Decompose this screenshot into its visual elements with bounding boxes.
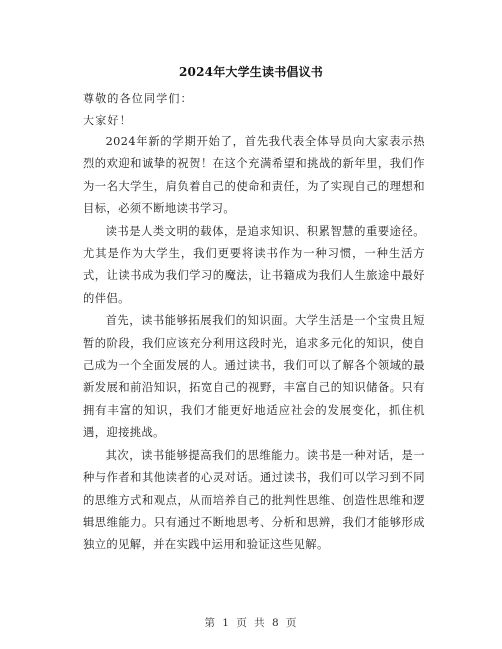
document-title: 2024年大学生读书倡议书 [179,65,323,79]
body-text [83,131,425,557]
page-number-footer: 第 1 页 共 8 页 [204,617,298,629]
paragraph: 首先，读书能够拓展我们的知识面。大学生活是一个宝贵且短暂的阶段，我们应该充分利用这段时光，追求多元化的知识，使自己成为一个全面发展的人。通过读书，我们可以了解各个领域的最新发展和前沿知识，拓宽自己的视野，丰富自己的知识储备。只有拥有丰富的知识，我们才能更好地适应社会的发展变化，抓住机遇，迎接挑战。 [83,314,425,440]
paragraph: 其次，读书能够提高我们的思维能力。读书是一种对话，是一种与作者和其他读者的心灵对话。通过读书，我们可以学习到不同的思维方式和观点，从而培养自己的批判性思维、创造性思维和逻辑思维能力。只有通过不断地思考、分析和思辨，我们才能够形成独立的见解，并在实践中运用和验证这些见解。 [83,448,425,552]
greeting: 大家好！ [83,114,132,127]
salutation: 尊敬的各位同学们： [83,92,193,105]
paragraph: 读书是人类文明的载体，是追求知识、积累智慧的重要途径。尤其是作为大学生，我们更要将读书作为一种习惯，一种生活方式，让读书成为我们学习的魔法，让书籍成为我们人生旅途中最好的伴侣。 [83,224,425,305]
paragraph: 2024年新的学期开始了，首先我代表全体导员向大家表示热烈的欢迎和诚挚的祝贺！在这个充满希望和挑战的新年里，我们作为一名大学生，肩负着自己的使命和责任，为了实现自己的理想和目标，必须不断地读书学习。 [83,135,425,216]
